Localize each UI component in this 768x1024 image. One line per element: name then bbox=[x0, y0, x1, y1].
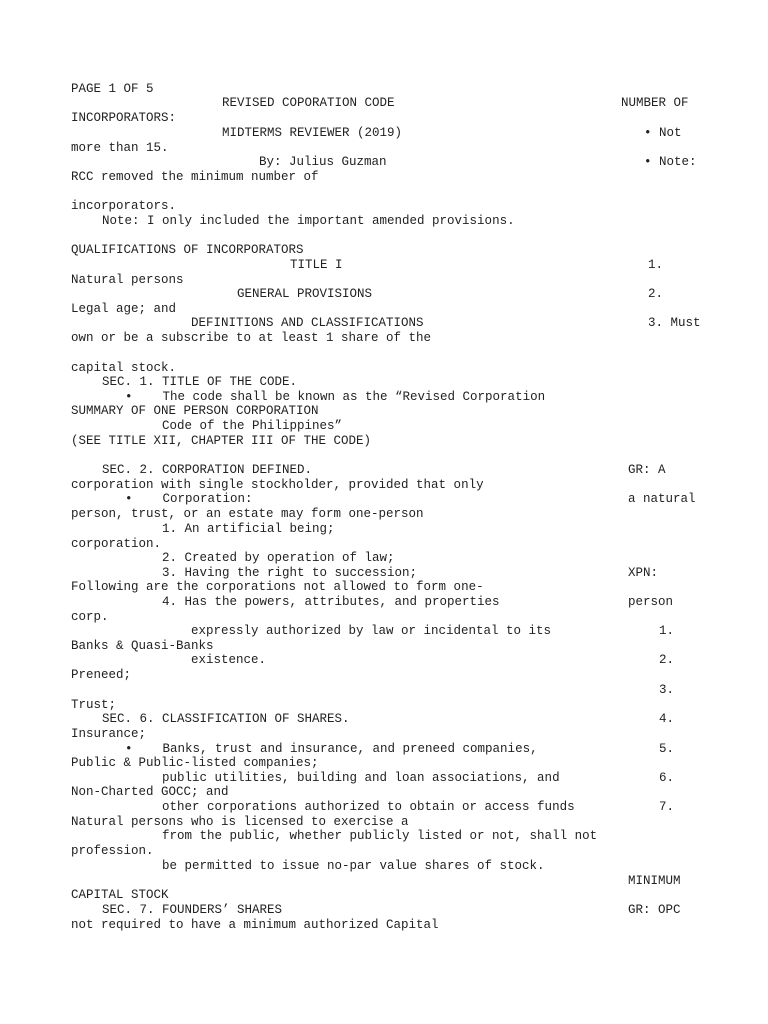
text-line: SEC. 7. FOUNDERS’ SHARES bbox=[102, 903, 283, 917]
text-line: GR: A bbox=[628, 463, 666, 477]
text-line: profession. bbox=[71, 844, 154, 858]
text-line: own or be a subscribe to at least 1 share of the bbox=[71, 331, 432, 345]
text-line: NUMBER OF bbox=[621, 96, 689, 110]
text-line: existence. bbox=[191, 653, 267, 667]
text-line: MINIMUM bbox=[628, 874, 681, 888]
text-line: SEC. 6. CLASSIFICATION OF SHARES. bbox=[102, 712, 350, 726]
text-line: XPN: bbox=[628, 566, 659, 580]
text-line: • Banks, trust and insurance, and preneed companies, bbox=[125, 742, 538, 756]
text-line: Insurance; bbox=[71, 727, 147, 741]
text-line: GR: OPC bbox=[628, 903, 681, 917]
text-line: Public & Public-listed companies; bbox=[71, 756, 319, 770]
text-line: REVISED COPORATION CODE bbox=[222, 96, 395, 110]
text-line: person bbox=[628, 595, 674, 609]
text-line: Note: I only included the important amended provisions. bbox=[102, 214, 515, 228]
text-line: Code of the Philippines” bbox=[162, 419, 343, 433]
text-line: be permitted to issue no-par value shares of stock. bbox=[162, 859, 545, 873]
text-line: Preneed; bbox=[71, 668, 132, 682]
text-line: • Not bbox=[644, 126, 682, 140]
text-line: 2. bbox=[659, 653, 675, 667]
text-line: Legal age; and bbox=[71, 302, 177, 316]
text-line: corp. bbox=[71, 610, 109, 624]
text-line: other corporations authorized to obtain or access funds bbox=[162, 800, 575, 814]
text-line: 3. Having the right to succession; bbox=[162, 566, 418, 580]
text-line: • The code shall be known as the “Revised Corporation bbox=[125, 390, 546, 404]
text-line: PAGE 1 OF 5 bbox=[71, 82, 154, 96]
text-line: 4. bbox=[659, 712, 675, 726]
text-line: CAPITAL STOCK bbox=[71, 888, 169, 902]
text-line: a natural bbox=[628, 492, 696, 506]
text-line: TITLE I bbox=[290, 258, 343, 272]
text-line: corporation with single stockholder, provided that only bbox=[71, 478, 484, 492]
text-line: SUMMARY OF ONE PERSON CORPORATION bbox=[71, 404, 319, 418]
text-line: Natural persons bbox=[71, 273, 184, 287]
text-line: capital stock. bbox=[71, 361, 177, 375]
text-line: DEFINITIONS AND CLASSIFICATIONS bbox=[191, 316, 424, 330]
text-line: • Corporation: bbox=[125, 492, 253, 506]
text-line: public utilities, building and loan associations, and bbox=[162, 771, 560, 785]
text-line: (SEE TITLE XII, CHAPTER III OF THE CODE) bbox=[71, 434, 372, 448]
text-line: RCC removed the minimum number of bbox=[71, 170, 319, 184]
text-line: Natural persons who is licensed to exercise a bbox=[71, 815, 409, 829]
text-line: 2. bbox=[648, 287, 664, 301]
text-line: Following are the corporations not allowed to form one- bbox=[71, 580, 484, 594]
text-line: expressly authorized by law or incidental to its bbox=[191, 624, 552, 638]
text-line: 1. bbox=[659, 624, 675, 638]
text-line: Trust; bbox=[71, 698, 117, 712]
text-line: Non-Charted GOCC; and bbox=[71, 785, 229, 799]
text-line: 3. Must bbox=[648, 316, 701, 330]
text-line: 7. bbox=[659, 800, 675, 814]
text-line: 5. bbox=[659, 742, 675, 756]
text-line: not required to have a minimum authorized Capital bbox=[71, 918, 439, 932]
text-line: SEC. 2. CORPORATION DEFINED. bbox=[102, 463, 313, 477]
text-line: QUALIFICATIONS OF INCORPORATORS bbox=[71, 243, 304, 257]
text-line: 2. Created by operation of law; bbox=[162, 551, 395, 565]
text-line: Banks & Quasi-Banks bbox=[71, 639, 214, 653]
text-line: incorporators. bbox=[71, 199, 177, 213]
text-line: MIDTERMS REVIEWER (2019) bbox=[222, 126, 403, 140]
text-line: corporation. bbox=[71, 537, 162, 551]
text-line: By: Julius Guzman bbox=[259, 155, 387, 169]
text-line: 4. Has the powers, attributes, and properties bbox=[162, 595, 500, 609]
text-line: 1. An artificial being; bbox=[162, 522, 335, 536]
text-line: more than 15. bbox=[71, 141, 169, 155]
text-line: person, trust, or an estate may form one-person bbox=[71, 507, 424, 521]
text-line: 1. bbox=[648, 258, 664, 272]
text-line: INCORPORATORS: bbox=[71, 111, 177, 125]
text-line: from the public, whether publicly listed or not, shall not bbox=[162, 829, 598, 843]
text-line: 3. bbox=[659, 683, 675, 697]
text-line: 6. bbox=[659, 771, 675, 785]
text-line: GENERAL PROVISIONS bbox=[237, 287, 373, 301]
text-line: • Note: bbox=[644, 155, 697, 169]
text-line: SEC. 1. TITLE OF THE CODE. bbox=[102, 375, 298, 389]
